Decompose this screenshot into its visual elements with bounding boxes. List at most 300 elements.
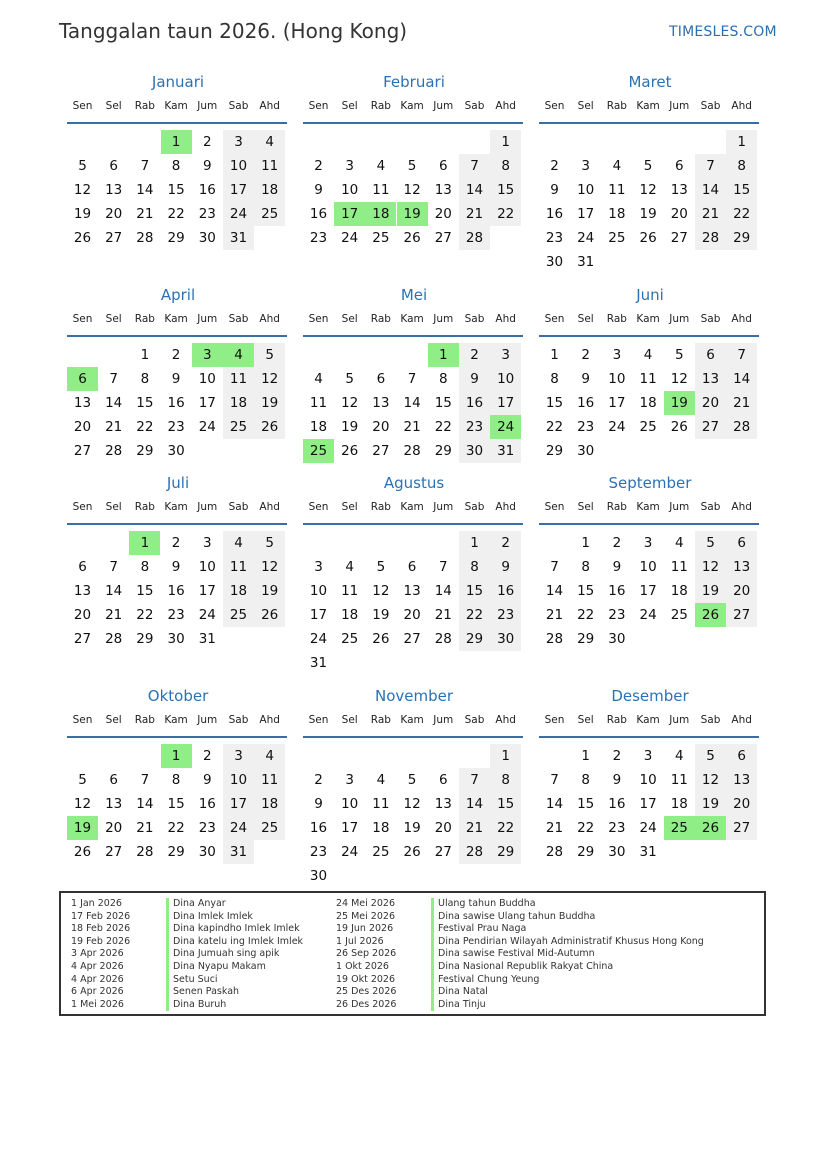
day-cell: 18 xyxy=(254,178,285,202)
holiday-name: Dina sawise Festival Mid-Autumn xyxy=(438,948,595,960)
day-cell: 8 xyxy=(726,154,757,178)
day-cell: 12 xyxy=(403,182,421,198)
day-cell: 20 xyxy=(670,206,688,222)
day-cell: 21 xyxy=(105,607,123,623)
day-cell: 26 xyxy=(73,230,92,246)
day-cell: 22 xyxy=(545,419,564,435)
day-cell: 14 xyxy=(545,583,564,599)
weekday-label: Kam xyxy=(164,714,188,726)
weekday-label: Jum xyxy=(669,714,690,726)
day-cell: 2 xyxy=(550,158,559,174)
day-cell: 23 xyxy=(490,603,521,627)
weekday-label: Kam xyxy=(636,714,660,726)
day-cell: 14 xyxy=(136,182,154,198)
day-cell: 19 xyxy=(254,391,285,415)
weekday-label: Sen xyxy=(72,501,93,513)
day-cell: 1 xyxy=(490,744,521,768)
day-cell: 5 xyxy=(254,343,285,367)
day-cell: 9 xyxy=(490,555,521,579)
month-header-rule xyxy=(539,335,759,337)
month-header-rule xyxy=(303,736,523,738)
month-mei xyxy=(303,286,525,486)
holiday-day-cell: 4 xyxy=(223,343,254,367)
day-cell: 13 xyxy=(73,395,92,411)
holiday-date: 4 Apr 2026 xyxy=(71,960,124,972)
day-cell: 30 xyxy=(577,443,595,459)
holiday-day-cell: 3 xyxy=(192,343,223,367)
month-maret xyxy=(539,73,761,273)
day-cell: 15 xyxy=(434,395,452,411)
weekday-label: Rab xyxy=(134,501,155,513)
weekday-label: Jum xyxy=(433,100,454,112)
day-cell: 13 xyxy=(105,796,123,812)
day-cell: 3 xyxy=(223,130,254,154)
holiday-name: Dina Nasional Republik Rakyat China xyxy=(438,960,614,972)
weekday-label: Sen xyxy=(308,100,329,112)
day-cell: 12 xyxy=(695,768,726,792)
day-cell: 19 xyxy=(639,206,657,222)
holiday-marker xyxy=(166,948,169,961)
page-title: Tanggalan taun 2026. (Hong Kong) xyxy=(59,19,408,43)
month-name: Januari xyxy=(151,73,205,91)
day-cell: 11 xyxy=(372,182,390,198)
weekday-label: Kam xyxy=(636,501,660,513)
day-cell: 13 xyxy=(434,182,452,198)
day-cell: 22 xyxy=(459,603,490,627)
day-cell: 11 xyxy=(341,583,359,599)
day-cell: 12 xyxy=(341,395,359,411)
day-cell: 28 xyxy=(459,226,490,250)
day-cell: 8 xyxy=(459,555,490,579)
day-cell: 29 xyxy=(577,844,595,860)
holiday-day-cell: 17 xyxy=(334,202,365,226)
day-cell: 29 xyxy=(434,443,452,459)
day-cell: 12 xyxy=(695,555,726,579)
day-cell: 6 xyxy=(675,158,684,174)
day-cell: 20 xyxy=(105,206,123,222)
weekday-label: Sen xyxy=(544,501,565,513)
day-cell: 25 xyxy=(372,844,390,860)
day-cell: 14 xyxy=(726,367,757,391)
day-cell: 23 xyxy=(198,820,216,836)
day-cell: 26 xyxy=(254,415,285,439)
day-cell: 4 xyxy=(675,535,684,551)
weekday-label: Jum xyxy=(433,501,454,513)
day-cell: 27 xyxy=(670,230,688,246)
day-cell: 14 xyxy=(459,178,490,202)
weekday-label: Sab xyxy=(464,100,485,112)
day-cell: 22 xyxy=(167,820,185,836)
day-cell: 4 xyxy=(223,531,254,555)
day-cell: 16 xyxy=(167,395,185,411)
month-name: November xyxy=(374,687,454,705)
day-cell: 22 xyxy=(136,419,154,435)
day-cell: 5 xyxy=(695,531,726,555)
month-name: Juli xyxy=(166,474,190,492)
day-cell: 17 xyxy=(309,607,328,623)
day-cell: 15 xyxy=(167,796,185,812)
day-cell: 20 xyxy=(73,607,92,623)
day-cell: 2 xyxy=(171,535,181,551)
day-cell: 25 xyxy=(254,816,285,840)
day-cell: 9 xyxy=(314,796,323,812)
holiday-day-cell: 1 xyxy=(161,130,192,154)
day-cell: 7 xyxy=(550,559,559,575)
day-cell: 14 xyxy=(105,583,123,599)
holiday-marker xyxy=(166,961,169,974)
day-cell: 14 xyxy=(459,792,490,816)
day-cell: 23 xyxy=(545,230,564,246)
day-cell: 20 xyxy=(434,820,452,836)
weekday-label: Kam xyxy=(400,100,424,112)
day-cell: 11 xyxy=(608,182,626,198)
day-cell: 4 xyxy=(675,748,684,764)
holiday-name: Festival Chung Yeung xyxy=(438,973,540,985)
day-cell: 24 xyxy=(198,607,216,623)
day-cell: 16 xyxy=(309,820,328,836)
day-cell: 2 xyxy=(171,347,181,363)
day-cell: 25 xyxy=(670,607,688,623)
day-cell: 25 xyxy=(254,202,285,226)
day-cell: 12 xyxy=(403,796,421,812)
weekday-label: Sel xyxy=(105,501,122,513)
day-cell: 5 xyxy=(376,559,386,575)
holiday-date: 6 Apr 2026 xyxy=(71,986,124,998)
holiday-day-cell: 19 xyxy=(67,816,98,840)
day-cell: 30 xyxy=(608,631,626,647)
day-cell: 1 xyxy=(490,130,521,154)
weekday-label: Jum xyxy=(197,714,218,726)
holiday-day-cell: 18 xyxy=(365,202,396,226)
holiday-day-cell: 24 xyxy=(490,415,521,439)
day-cell: 7 xyxy=(695,154,726,178)
day-cell: 19 xyxy=(372,607,390,623)
weekday-label: Rab xyxy=(370,313,391,325)
weekday-label: Sen xyxy=(544,714,565,726)
weekday-label: Sel xyxy=(577,501,594,513)
day-cell: 25 xyxy=(372,230,390,246)
holiday-date: 19 Feb 2026 xyxy=(71,935,131,947)
weekday-label: Rab xyxy=(606,313,627,325)
holiday-marker xyxy=(431,999,434,1012)
day-cell: 16 xyxy=(198,796,216,812)
day-cell: 18 xyxy=(309,419,328,435)
day-cell: 21 xyxy=(403,419,421,435)
weekday-label: Ahd xyxy=(495,501,516,513)
weekday-label: Sen xyxy=(544,313,565,325)
day-cell: 29 xyxy=(459,627,490,651)
day-cell: 14 xyxy=(695,178,726,202)
day-cell: 8 xyxy=(581,559,590,575)
day-cell: 4 xyxy=(643,347,653,363)
weekday-label: Sel xyxy=(577,714,594,726)
weekday-label: Ahd xyxy=(495,100,516,112)
holiday-marker xyxy=(166,974,169,987)
weekday-label: Sab xyxy=(228,100,249,112)
day-cell: 25 xyxy=(639,419,657,435)
day-cell: 21 xyxy=(459,816,490,840)
weekday-label: Rab xyxy=(134,714,155,726)
day-cell: 13 xyxy=(372,395,390,411)
day-cell: 9 xyxy=(459,367,490,391)
day-cell: 5 xyxy=(345,371,354,387)
weekday-label: Sab xyxy=(464,313,485,325)
brand-link[interactable]: TIMESLES.COM xyxy=(669,24,777,40)
holiday-marker xyxy=(431,948,434,961)
day-cell: 16 xyxy=(198,182,216,198)
day-cell: 30 xyxy=(459,439,490,463)
day-cell: 27 xyxy=(434,844,452,860)
day-cell: 19 xyxy=(73,206,92,222)
day-cell: 5 xyxy=(695,744,726,768)
day-cell: 23 xyxy=(577,419,595,435)
day-cell: 24 xyxy=(309,631,328,647)
day-cell: 1 xyxy=(581,535,590,551)
day-cell: 30 xyxy=(490,627,521,651)
day-cell: 10 xyxy=(639,559,657,575)
day-cell: 12 xyxy=(372,583,390,599)
day-cell: 16 xyxy=(608,583,626,599)
day-cell: 6 xyxy=(109,158,118,174)
weekday-label: Sel xyxy=(341,501,358,513)
day-cell: 17 xyxy=(608,395,626,411)
day-cell: 18 xyxy=(223,391,254,415)
day-cell: 29 xyxy=(167,844,185,860)
day-cell: 4 xyxy=(345,559,354,575)
holiday-name: Dina Natal xyxy=(438,986,488,998)
day-cell: 24 xyxy=(639,820,657,836)
holiday-date: 17 Feb 2026 xyxy=(71,910,131,922)
day-cell: 21 xyxy=(459,202,490,226)
weekday-label: Sen xyxy=(72,313,93,325)
day-cell: 16 xyxy=(545,206,564,222)
day-cell: 3 xyxy=(643,535,653,551)
holiday-day-cell: 19 xyxy=(397,202,428,226)
day-cell: 31 xyxy=(490,439,521,463)
day-cell: 31 xyxy=(309,655,328,671)
weekday-label: Ahd xyxy=(495,714,516,726)
day-cell: 12 xyxy=(639,182,657,198)
day-cell: 10 xyxy=(198,559,216,575)
day-cell: 28 xyxy=(136,230,154,246)
day-cell: 18 xyxy=(670,796,688,812)
holiday-day-cell: 1 xyxy=(161,744,192,768)
day-cell: 5 xyxy=(407,158,417,174)
day-cell: 28 xyxy=(136,844,154,860)
day-cell: 21 xyxy=(545,607,564,623)
day-cell: 17 xyxy=(198,395,216,411)
weekday-label: Ahd xyxy=(259,714,280,726)
month-header-rule xyxy=(539,122,759,124)
day-cell: 1 xyxy=(581,748,590,764)
day-cell: 22 xyxy=(434,419,452,435)
holiday-marker xyxy=(166,911,169,924)
day-cell: 9 xyxy=(612,559,622,575)
month-november xyxy=(303,687,525,887)
weekday-label: Rab xyxy=(134,313,155,325)
holiday-name: Dina kapindho Imlek Imlek xyxy=(173,923,300,935)
day-cell: 20 xyxy=(726,792,757,816)
weekday-label: Rab xyxy=(606,501,627,513)
weekday-label: Ahd xyxy=(731,100,752,112)
day-cell: 29 xyxy=(167,230,185,246)
weekday-label: Sel xyxy=(341,100,358,112)
day-cell: 22 xyxy=(577,607,595,623)
day-cell: 12 xyxy=(254,555,285,579)
day-cell: 15 xyxy=(577,796,595,812)
day-cell: 20 xyxy=(105,820,123,836)
day-cell: 23 xyxy=(608,820,626,836)
day-cell: 22 xyxy=(490,816,521,840)
month-februari xyxy=(303,73,525,273)
day-cell: 28 xyxy=(459,840,490,864)
day-cell: 9 xyxy=(171,371,181,387)
holiday-day-cell: 1 xyxy=(129,531,160,555)
day-cell: 11 xyxy=(309,395,328,411)
day-cell: 21 xyxy=(136,820,154,836)
weekday-label: Sel xyxy=(577,313,594,325)
holiday-name: Festival Prau Naga xyxy=(438,923,527,935)
month-header-rule xyxy=(303,523,523,525)
holiday-day-cell: 19 xyxy=(664,391,695,415)
weekday-label: Sab xyxy=(700,313,721,325)
day-cell: 3 xyxy=(581,158,590,174)
day-cell: 10 xyxy=(223,154,254,178)
holiday-marker xyxy=(431,911,434,924)
day-cell: 27 xyxy=(105,844,123,860)
month-header-rule xyxy=(303,335,523,337)
month-name: Maret xyxy=(628,73,672,91)
day-cell: 3 xyxy=(643,748,653,764)
day-cell: 15 xyxy=(136,583,154,599)
month-name: September xyxy=(608,474,692,492)
weekday-label: Sen xyxy=(308,313,329,325)
holiday-date: 19 Okt 2026 xyxy=(336,973,396,985)
day-cell: 22 xyxy=(490,202,521,226)
day-cell: 3 xyxy=(223,744,254,768)
day-cell: 23 xyxy=(309,844,328,860)
weekday-label: Kam xyxy=(164,501,188,513)
day-cell: 9 xyxy=(203,772,212,788)
day-cell: 23 xyxy=(167,419,185,435)
day-cell: 18 xyxy=(372,820,390,836)
day-cell: 23 xyxy=(309,230,328,246)
month-juni xyxy=(539,286,761,486)
day-cell: 7 xyxy=(726,343,757,367)
day-cell: 3 xyxy=(345,158,354,174)
day-cell: 6 xyxy=(439,158,448,174)
holiday-name: Dina Nyapu Makam xyxy=(173,960,266,972)
holiday-marker xyxy=(431,898,434,911)
day-cell: 21 xyxy=(695,202,726,226)
month-september xyxy=(539,474,761,674)
day-cell: 16 xyxy=(608,796,626,812)
day-cell: 14 xyxy=(434,583,452,599)
day-cell: 26 xyxy=(372,631,390,647)
day-cell: 22 xyxy=(726,202,757,226)
day-cell: 22 xyxy=(136,607,154,623)
holiday-date: 19 Jun 2026 xyxy=(336,923,394,935)
day-cell: 29 xyxy=(577,631,595,647)
day-cell: 30 xyxy=(608,844,626,860)
weekday-label: Sel xyxy=(341,313,358,325)
day-cell: 15 xyxy=(167,182,185,198)
day-cell: 9 xyxy=(612,772,622,788)
day-cell: 13 xyxy=(670,182,688,198)
day-cell: 23 xyxy=(459,415,490,439)
day-cell: 18 xyxy=(254,792,285,816)
day-cell: 4 xyxy=(612,158,622,174)
day-cell: 20 xyxy=(695,391,726,415)
holiday-date: 3 Apr 2026 xyxy=(71,948,124,960)
weekday-label: Ahd xyxy=(495,313,516,325)
day-cell: 27 xyxy=(73,443,92,459)
day-cell: 18 xyxy=(223,579,254,603)
day-cell: 27 xyxy=(726,816,757,840)
day-cell: 26 xyxy=(403,230,421,246)
day-cell: 11 xyxy=(670,559,688,575)
day-cell: 27 xyxy=(372,443,390,459)
weekday-label: Rab xyxy=(134,100,155,112)
weekday-label: Ahd xyxy=(259,501,280,513)
day-cell: 2 xyxy=(581,347,590,363)
day-cell: 8 xyxy=(171,158,181,174)
day-cell: 10 xyxy=(341,796,359,812)
day-cell: 10 xyxy=(639,772,657,788)
weekday-label: Ahd xyxy=(731,501,752,513)
day-cell: 27 xyxy=(726,603,757,627)
day-cell: 13 xyxy=(73,583,92,599)
day-cell: 15 xyxy=(577,583,595,599)
day-cell: 24 xyxy=(639,607,657,623)
day-cell: 27 xyxy=(434,230,452,246)
day-cell: 8 xyxy=(550,371,559,387)
weekday-label: Sen xyxy=(308,714,329,726)
holiday-marker xyxy=(431,961,434,974)
holiday-name: Dina Tinju xyxy=(438,998,486,1010)
day-cell: 30 xyxy=(167,443,185,459)
weekday-label: Kam xyxy=(164,313,188,325)
month-name: April xyxy=(160,286,196,304)
weekday-label: Sab xyxy=(464,714,485,726)
day-cell: 14 xyxy=(136,796,154,812)
day-cell: 17 xyxy=(341,820,359,836)
day-cell: 6 xyxy=(439,772,448,788)
day-cell: 3 xyxy=(490,343,521,367)
weekday-label: Rab xyxy=(370,714,391,726)
weekday-label: Ahd xyxy=(259,100,280,112)
day-cell: 2 xyxy=(203,134,212,150)
day-cell: 13 xyxy=(726,555,757,579)
day-cell: 15 xyxy=(490,178,521,202)
day-cell: 8 xyxy=(140,559,150,575)
holiday-name: Dina sawise Ulang tahun Buddha xyxy=(438,910,596,922)
day-cell: 16 xyxy=(459,391,490,415)
weekday-label: Sab xyxy=(228,501,249,513)
holiday-marker xyxy=(431,923,434,936)
day-cell: 25 xyxy=(608,230,626,246)
month-header-rule xyxy=(67,335,287,337)
day-cell: 26 xyxy=(670,419,688,435)
month-name: Mei xyxy=(400,286,428,304)
month-januari xyxy=(67,73,289,273)
day-cell: 12 xyxy=(73,182,92,198)
month-desember xyxy=(539,687,761,887)
month-april xyxy=(67,286,289,486)
day-cell: 24 xyxy=(198,419,216,435)
holiday-day-cell: 1 xyxy=(428,343,459,367)
day-cell: 7 xyxy=(140,158,150,174)
